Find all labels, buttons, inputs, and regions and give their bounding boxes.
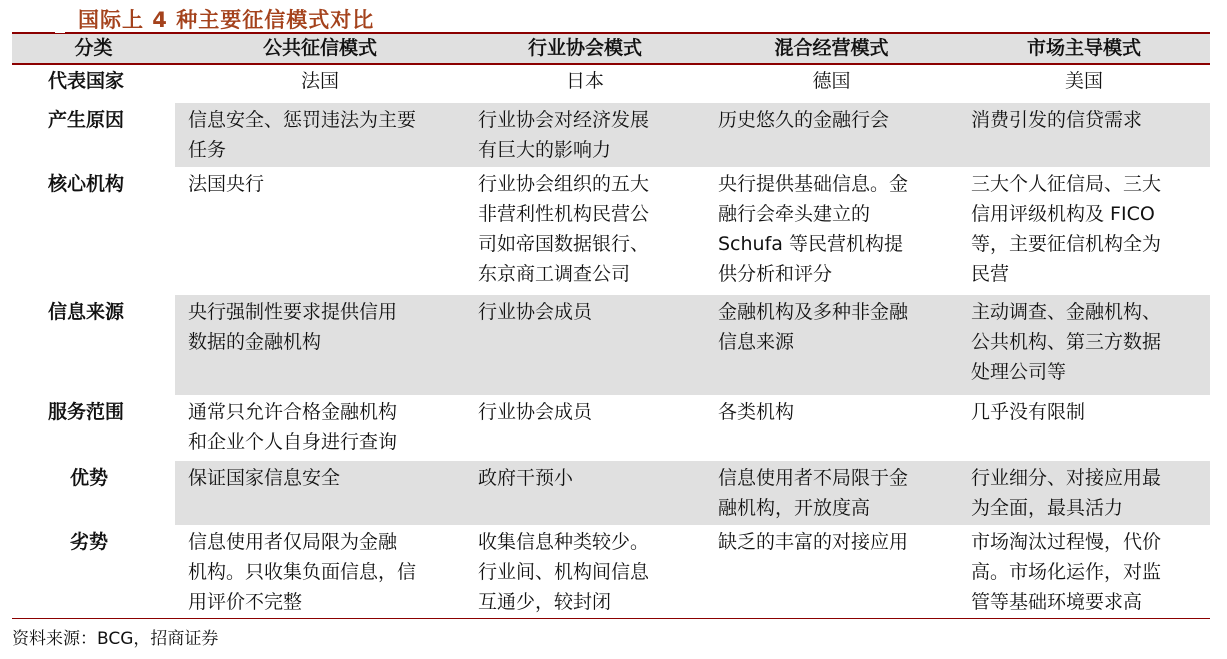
table-cell: 法国央行	[188, 173, 265, 195]
table-row-disadvantages	[12, 525, 1210, 621]
table-cell: 央行提供基础信息。金 融行会牵头建立的 Schufa 等民营机构提 供分析和评分	[718, 173, 909, 285]
table-cell: 德国	[812, 70, 851, 92]
table-cell: 市场淘汰过程慢，代价 高。市场化运作，对监 管等基础环境要求高	[971, 531, 1162, 613]
row-label: 优势	[70, 467, 109, 489]
table-cell: 主动调查、金融机构、 公共机构、第三方数据 处理公司等	[958, 295, 1210, 395]
table-cell: 行业协会成员	[478, 401, 593, 423]
header-row	[12, 34, 1210, 64]
header-category: 分类	[12, 34, 175, 64]
row-label: 核心机构	[48, 173, 125, 195]
table-cell: 信息安全、惩罚违法为主要 任务	[175, 103, 465, 167]
table-cell: 金融机构及多种非金融 信息来源	[705, 295, 958, 395]
table-cell: 历史悠久的金融行会	[705, 103, 958, 167]
table-cell: 通常只允许合格金融机构 和企业个人自身进行查询	[188, 401, 398, 453]
table-cell: 三大个人征信局、三大 信用评级机构及 FICO 等，主要征信机构全为 民营	[971, 173, 1162, 285]
row-label: 信息来源	[48, 301, 125, 323]
header-association-model: 行业协会模式	[465, 34, 705, 64]
source-note: 资料来源：BCG，招商证券	[12, 629, 219, 649]
table-row-country	[12, 64, 1210, 99]
table-title: 国际上 4 种主要征信模式对比	[78, 8, 375, 32]
table-cell: 信息使用者仅局限为金融 机构。只收集负面信息，信 用评价不完整	[188, 531, 417, 613]
table-cell: 美国	[1064, 70, 1103, 92]
table-cell: 央行强制性要求提供信用 数据的金融机构	[175, 295, 465, 395]
table-cell: 日本	[565, 70, 604, 92]
table-cell: 行业协会对经济发展 有巨大的影响力	[465, 103, 705, 167]
table-cell: 政府干预小	[465, 461, 705, 525]
row-label: 代表国家	[48, 70, 125, 92]
table-cell: 几乎没有限制	[971, 401, 1086, 423]
row-label: 服务范围	[48, 401, 125, 423]
row-label: 劣势	[70, 531, 109, 553]
table-row-advantages	[12, 461, 1210, 525]
table-row-info-source	[12, 295, 1210, 395]
table-cell: 缺乏的丰富的对接应用	[718, 531, 909, 553]
header-mixed-model: 混合经营模式	[705, 34, 958, 64]
table-row-origin	[12, 103, 1210, 167]
table-cell: 各类机构	[718, 401, 795, 423]
header-market-model: 市场主导模式	[958, 34, 1210, 64]
table-cell: 信息使用者不局限于金 融机构，开放度高	[705, 461, 958, 525]
bottom-rule	[12, 618, 1210, 619]
table-cell: 消费引发的信贷需求	[958, 103, 1210, 167]
credit-model-comparison-table	[12, 34, 1210, 621]
table-cell: 行业细分、对接应用最 为全面，最具活力	[958, 461, 1210, 525]
table-cell: 保证国家信息安全	[175, 461, 465, 525]
table-cell: 行业协会成员	[465, 295, 705, 395]
table-cell: 法国	[300, 70, 339, 92]
table-row-core-institution	[12, 167, 1210, 295]
header-public-model: 公共征信模式	[175, 34, 465, 64]
row-label: 产生原因	[48, 109, 125, 131]
table-cell: 行业协会组织的五大 非营利性机构民营公 司如帝国数据银行、 东京商工调查公司	[478, 173, 650, 285]
table-cell: 收集信息种类较少。 行业间、机构间信息 互通少，较封闭	[478, 531, 650, 613]
table-row-service-scope	[12, 395, 1210, 461]
rule-notch	[55, 30, 65, 33]
